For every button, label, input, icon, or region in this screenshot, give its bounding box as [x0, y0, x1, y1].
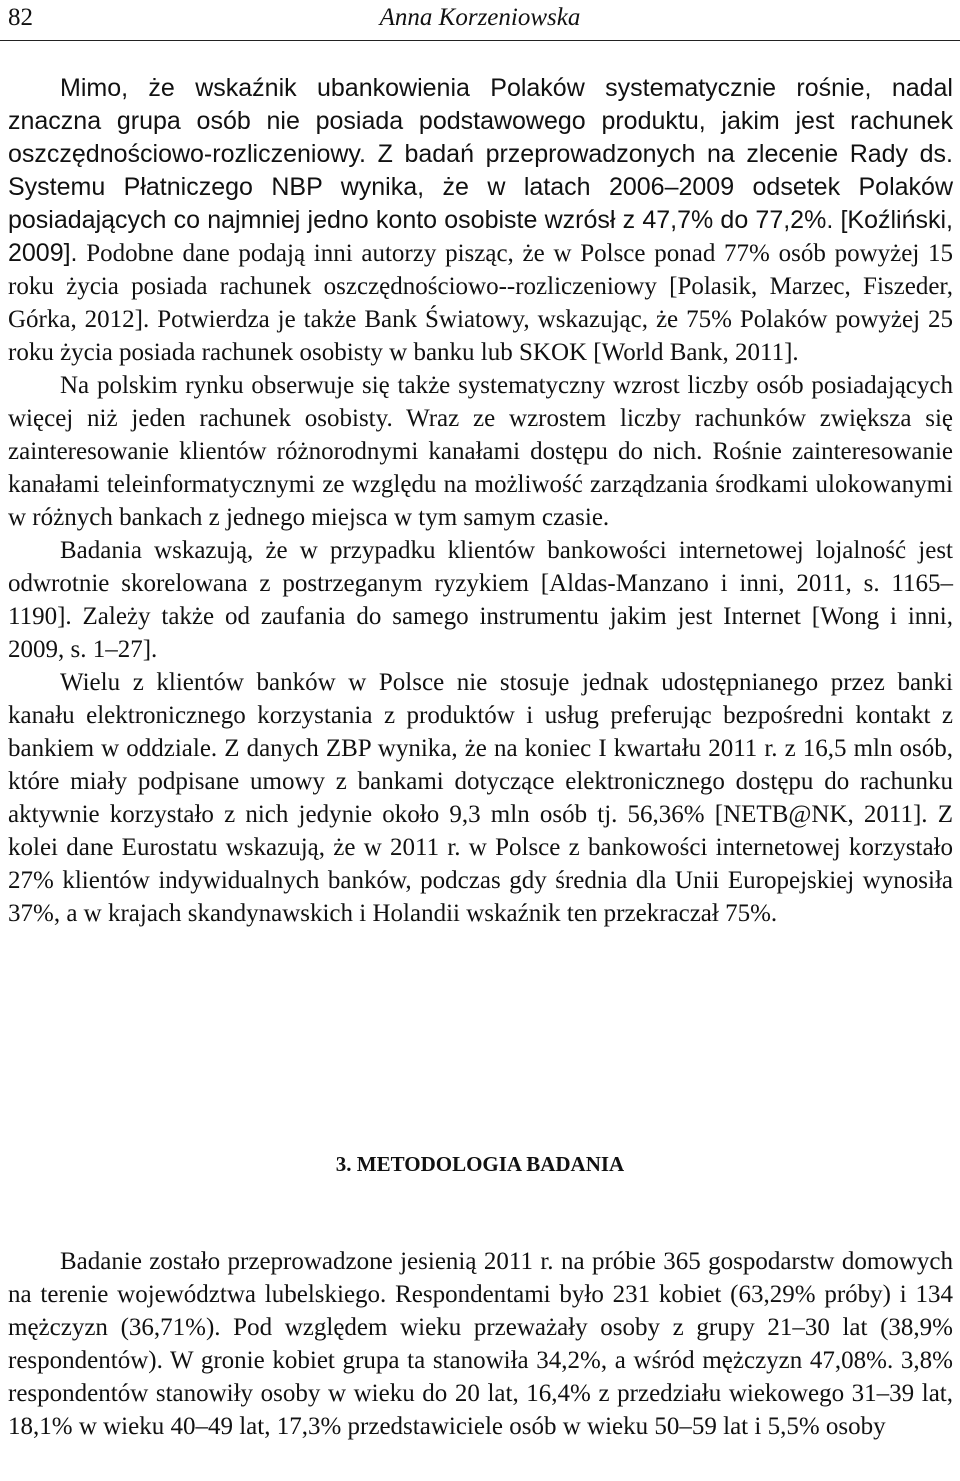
paragraph-4: Wielu z klientów banków w Polsce nie stosuje jednak udostępnianego przez banki kanału elektronicznego korzystania z produktów i usług preferując bezpośredni kontakt z bankiem w oddziale. Z danych ZBP wynika, że na koniec I kwartału 2011 r. z 16,5 mln osób, które miały podpisane umowy z bankami dotyczące elektronicznego dostępu do rachunku aktywnie korzystało z nich jedynie około 9,3 mln osób tj. 56,36% [NETB@NK, 2011]. Z kolei dane Eurostatu wskazują, że w 2011 r. w Polsce z bankowości internetowej korzystało 27% klientów indywidualnych banków, podczas gdy średnia dla Unii Europejskiej wynosiła 37%, a w krajach skandynawskich i Holandii wskaźnik ten przekraczał 75%. [8, 669, 953, 927]
body-text-before-section [8, 72, 953, 930]
paragraph-2: Na polskim rynku obserwuje się także systematyczny wzrost liczby osób posiadających więcej niż jeden rachunek osobisty. Wraz ze wzrostem liczby rachunków zwiększa się zainteresowanie klientów różnorodnymi kanałami dostępu do nich. Rośnie zainteresowanie kanałami teleinformatycznymi ze względu na możliwość zarządzania środkami ulokowanymi w różnych bankach z jednego miejsca w tym samym czasie. [8, 372, 953, 531]
paragraph-1-sans-part: Mimo, że wskaźnik ubankowienia Polaków systematycznie rośnie, nadal znaczna grupa osób nie posiada podstawowego produktu, jakim jest rachunek oszczędnościowo-rozliczeniowy. Z badań przeprowadzonych na zlecenie Rady ds. Systemu Płatniczego NBP wynika, że w latach 2006–2009 odsetek Polaków posiadających co najmniej jedno konto osobiste wzrósł z 47,7% do 77,2%. [Koźliński, 2009]. [8, 74, 953, 267]
body-text-methodology [8, 1245, 953, 1443]
paragraph-3: Badania wskazują, że w przypadku klientów bankowości internetowej lojalność jest odwrotnie skorelowana z postrzeganym ryzykiem [Aldas-Manzano i inni, 2011, s. 1165–1190]. Zależy także od zaufania do samego instrumentu jakim jest Internet [Wong i inni, 2009, s. 1–27]. [8, 537, 953, 663]
page-number: 82 [8, 4, 33, 31]
methodology-paragraph-1: Badanie zostało przeprowadzone jesienią 2011 r. na próbie 365 gospodarstw domowych na terenie województwa lubelskiego. Respondentami było 231 kobiet (63,29% próby) i 134 mężczyzn (36,71%). Pod względem wieku przeważały osoby z grupy 21–30 lat (38,9% respondentów). W gronie kobiet grupa ta stanowiła 34,2%, a wśród mężczyzn 47,08%. 3,8% respondentów stanowiły osoby w wieku do 20 lat, 16,4% z przedziału wiekowego 31–39 lat, 18,1% w wieku 40–49 lat, 17,3% przedstawiciele osób w wieku 50–59 lat i 5,5% osoby [8, 1248, 953, 1440]
page-header [0, 0, 960, 41]
running-head-author: Anna Korzeniowska [379, 4, 581, 31]
paragraph-1-serif-part: Podobne dane podają inni autorzy pisząc, że w Polsce ponad 77% osób powyżej 15 roku życia posiada rachunek oszczędnościowo--rozliczeniowy [Polasik, Marzec, Fiszeder, Górka, 2012]. Potwierdza je także Bank Światowy, wskazując, że 75% Polaków powyżej 25 roku życia posiada rachunek osobisty w banku lub SKOK [World Bank, 2011]. [8, 240, 953, 366]
paragraph-1 [8, 72, 953, 369]
section-heading: 3. METODOLOGIA BADANIA [335, 1152, 625, 1176]
